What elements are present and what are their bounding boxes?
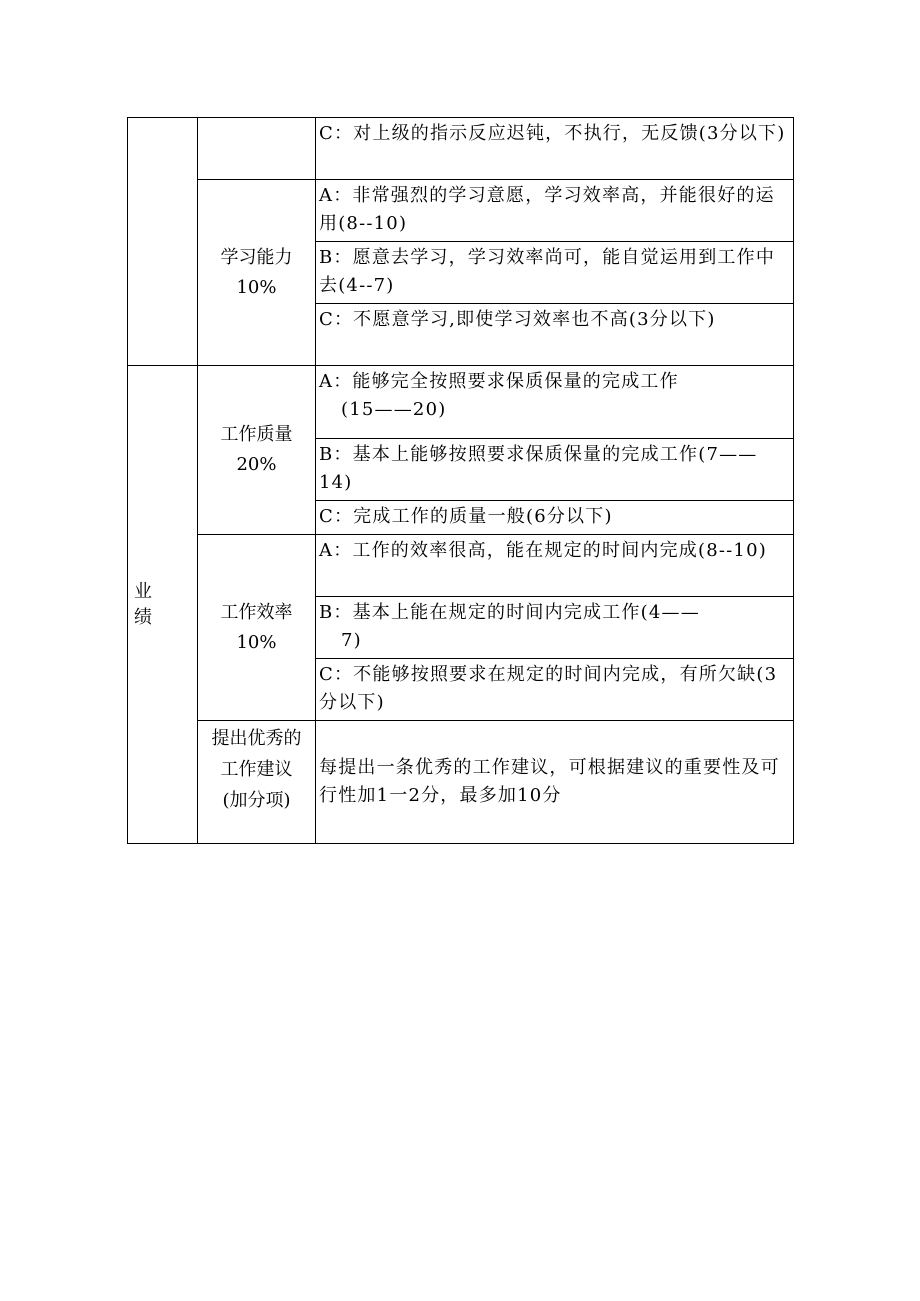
criterion-efficiency-b <box>316 597 794 659</box>
table-row <box>128 118 794 180</box>
group-label-char: 业 <box>134 580 152 602</box>
criterion-learning-b: B：愿意去学习，学习效率尚可，能自觉运用到工作中去(4--7) <box>316 242 794 304</box>
item-name-line: (加分项) <box>222 790 291 811</box>
group-cell-blank <box>128 118 198 366</box>
item-name-line: 工作建议 <box>220 759 293 780</box>
criterion-learning-c: C：不愿意学习,即使学习效率也不高(3分以下) <box>316 304 794 366</box>
evaluation-table-wrapper <box>127 117 793 844</box>
table-row <box>128 721 794 844</box>
group-label-char: 绩 <box>134 606 152 628</box>
item-learning-ability <box>198 180 316 366</box>
criterion-quality-c: C：完成工作的质量一般(6分以下) <box>316 501 794 535</box>
item-weight: 10% <box>236 276 277 298</box>
item-work-efficiency <box>198 535 316 721</box>
group-performance <box>128 366 198 844</box>
item-name: 学习能力 <box>220 246 293 268</box>
criterion-quality-b: B：基本上能够按照要求保质保量的完成工作(7——14) <box>316 439 794 501</box>
item-suggestions <box>198 721 316 844</box>
item-work-quality <box>198 366 316 535</box>
item-name: 工作效率 <box>220 601 293 623</box>
criterion-prev-c: C：对上级的指示反应迟钝，不执行，无反馈(3分以下) <box>316 118 794 180</box>
criterion-suggestions: 每提出一条优秀的工作建议，可根据建议的重要性及可行性加1一2分，最多加10分 <box>316 721 794 844</box>
item-name: 工作质量 <box>220 424 293 445</box>
table-row <box>128 366 794 439</box>
criterion-text: A：能够完全按照要求保质保量的完成工作 <box>319 371 679 392</box>
table-row <box>128 180 794 242</box>
criterion-efficiency-c: C：不能够按照要求在规定的时间内完成，有所欠缺(3分以下) <box>316 659 794 721</box>
criterion-efficiency-a: A：工作的效率很高，能在规定的时间内完成(8--10) <box>316 535 794 597</box>
criterion-score: 7) <box>341 630 362 651</box>
item-cell-blank <box>198 118 316 180</box>
table-row <box>128 535 794 597</box>
criterion-text: B：基本上能在规定的时间内完成工作(4—— <box>319 602 700 623</box>
evaluation-table <box>127 117 794 844</box>
criterion-quality-a <box>316 366 794 439</box>
item-weight: 10% <box>236 631 277 653</box>
criterion-score: (15——20) <box>341 399 447 420</box>
item-weight: 20% <box>236 454 277 475</box>
item-name-line: 提出优秀的 <box>211 728 302 749</box>
criterion-learning-a: A：非常强烈的学习意愿，学习效率高，并能很好的运用(8--10) <box>316 180 794 242</box>
